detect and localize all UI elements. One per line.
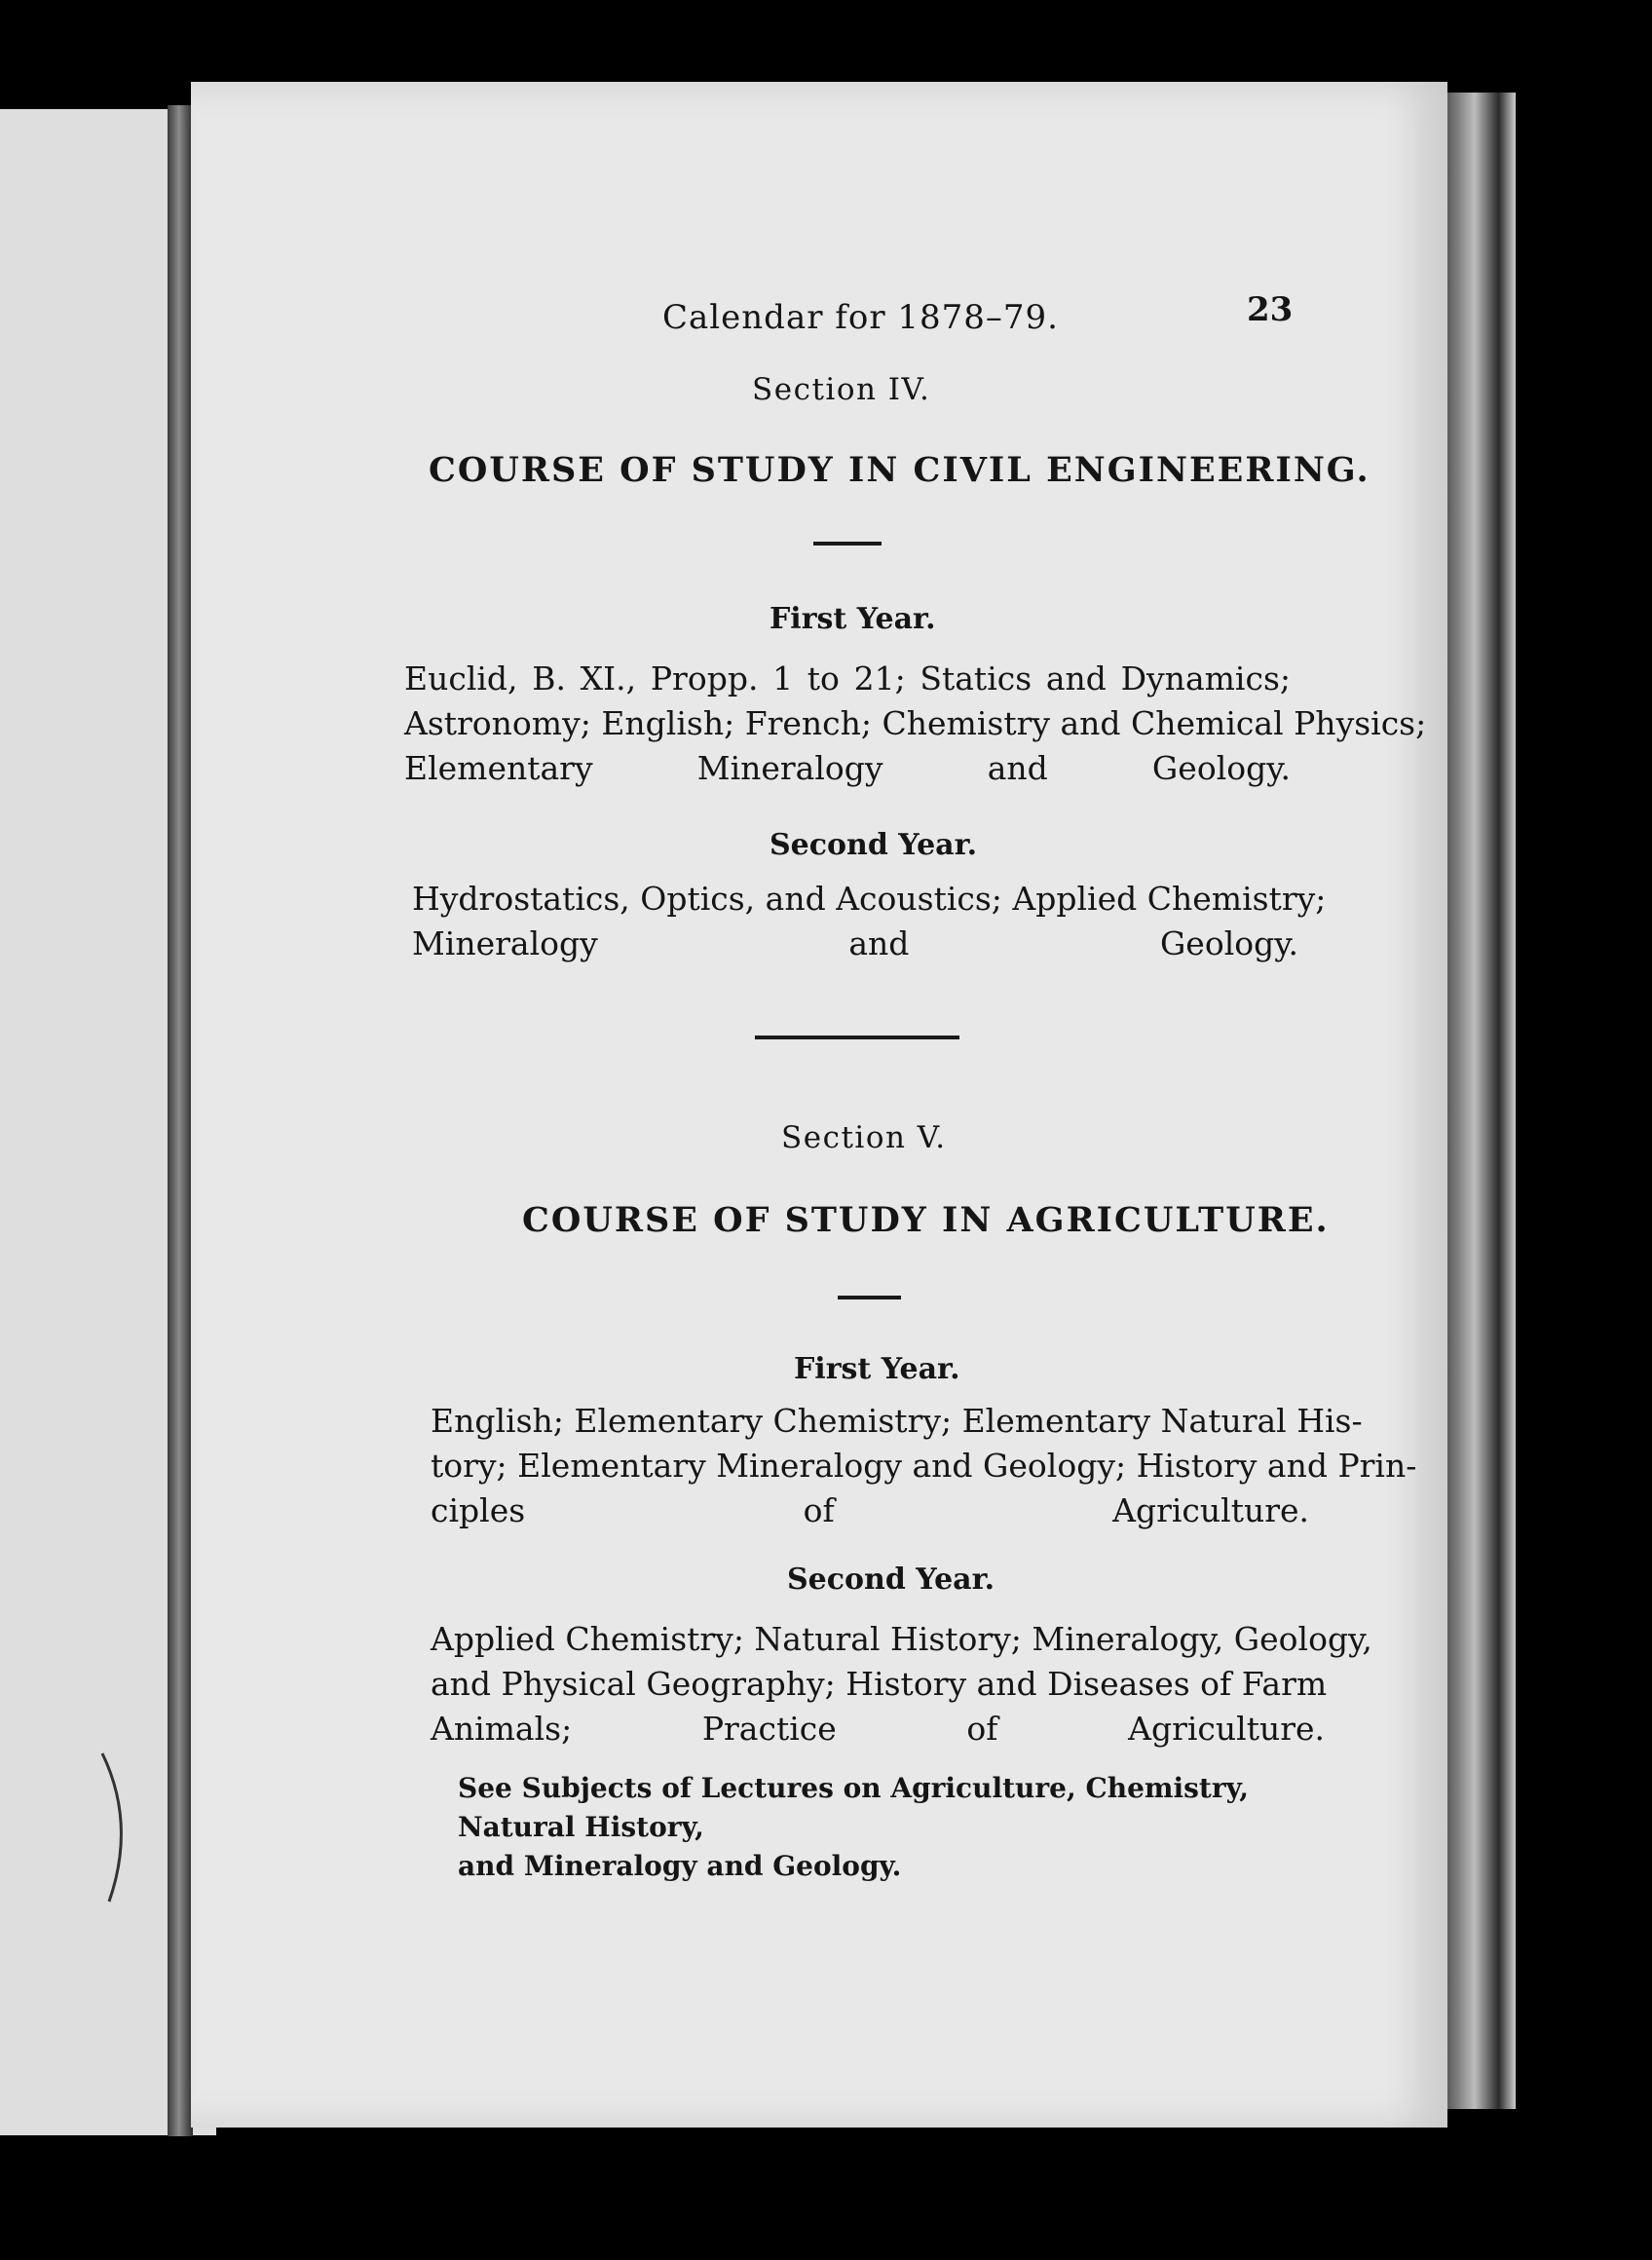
- civil-first-year-heading: First Year.: [770, 602, 936, 636]
- text-line: Mineralogy and Geology.: [412, 924, 1298, 962]
- text-line: Astronomy; English; French; Chemistry and Chemical Physics;: [404, 704, 1427, 742]
- text-line: Hydrostatics, Optics, and Acoustics; Applied Chemistry;: [412, 880, 1327, 918]
- short-rule: [838, 1296, 901, 1300]
- agri-first-year-heading: First Year.: [794, 1352, 960, 1386]
- lectures-note: [458, 1769, 1373, 1886]
- section-iv-label: Section IV.: [752, 372, 931, 407]
- page-number: 23: [1247, 290, 1294, 329]
- civil-second-year-heading: Second Year.: [770, 828, 978, 862]
- section-v-label: Section V.: [781, 1120, 947, 1155]
- civil-first-year-subjects: [404, 657, 1427, 791]
- section-divider: [755, 1036, 959, 1039]
- text-line: ciples of Agriculture.: [431, 1491, 1309, 1529]
- text-line: Euclid, B. XI., Propp. 1 to 21; Statics and Dynamics;: [404, 659, 1291, 697]
- section-v-title: COURSE OF STUDY IN AGRICULTURE.: [522, 1200, 1330, 1240]
- agri-second-year-subjects: [431, 1617, 1372, 1752]
- page-edge: [1447, 93, 1516, 2109]
- agri-second-year-heading: Second Year.: [787, 1563, 995, 1597]
- text-line: See Subjects of Lectures on Agriculture, Chemistry, Natural History,: [458, 1772, 1249, 1843]
- text-line: English; Elementary Chemistry; Elementary Natural His-: [431, 1402, 1363, 1440]
- text-line: Applied Chemistry; Natural History; Mineralogy, Geology,: [431, 1620, 1372, 1658]
- text-line: and Physical Geography; History and Diseases of Farm: [431, 1665, 1328, 1703]
- short-rule: [813, 542, 882, 546]
- text-line: and Mineralogy and Geology.: [458, 1850, 902, 1882]
- section-iv-title: COURSE OF STUDY IN CIVIL ENGINEERING.: [429, 450, 1370, 490]
- text-line: tory; Elementary Mineralogy and Geology; History and Prin-: [431, 1447, 1417, 1485]
- text-line: Animals; Practice of Agriculture.: [431, 1710, 1325, 1748]
- text-line: Elementary Mineralogy and Geology.: [404, 749, 1291, 787]
- binding-gutter: [168, 105, 193, 2136]
- civil-second-year-subjects: [412, 877, 1327, 966]
- running-head: Calendar for 1878–79.: [662, 298, 1059, 337]
- agri-first-year-subjects: [431, 1399, 1417, 1533]
